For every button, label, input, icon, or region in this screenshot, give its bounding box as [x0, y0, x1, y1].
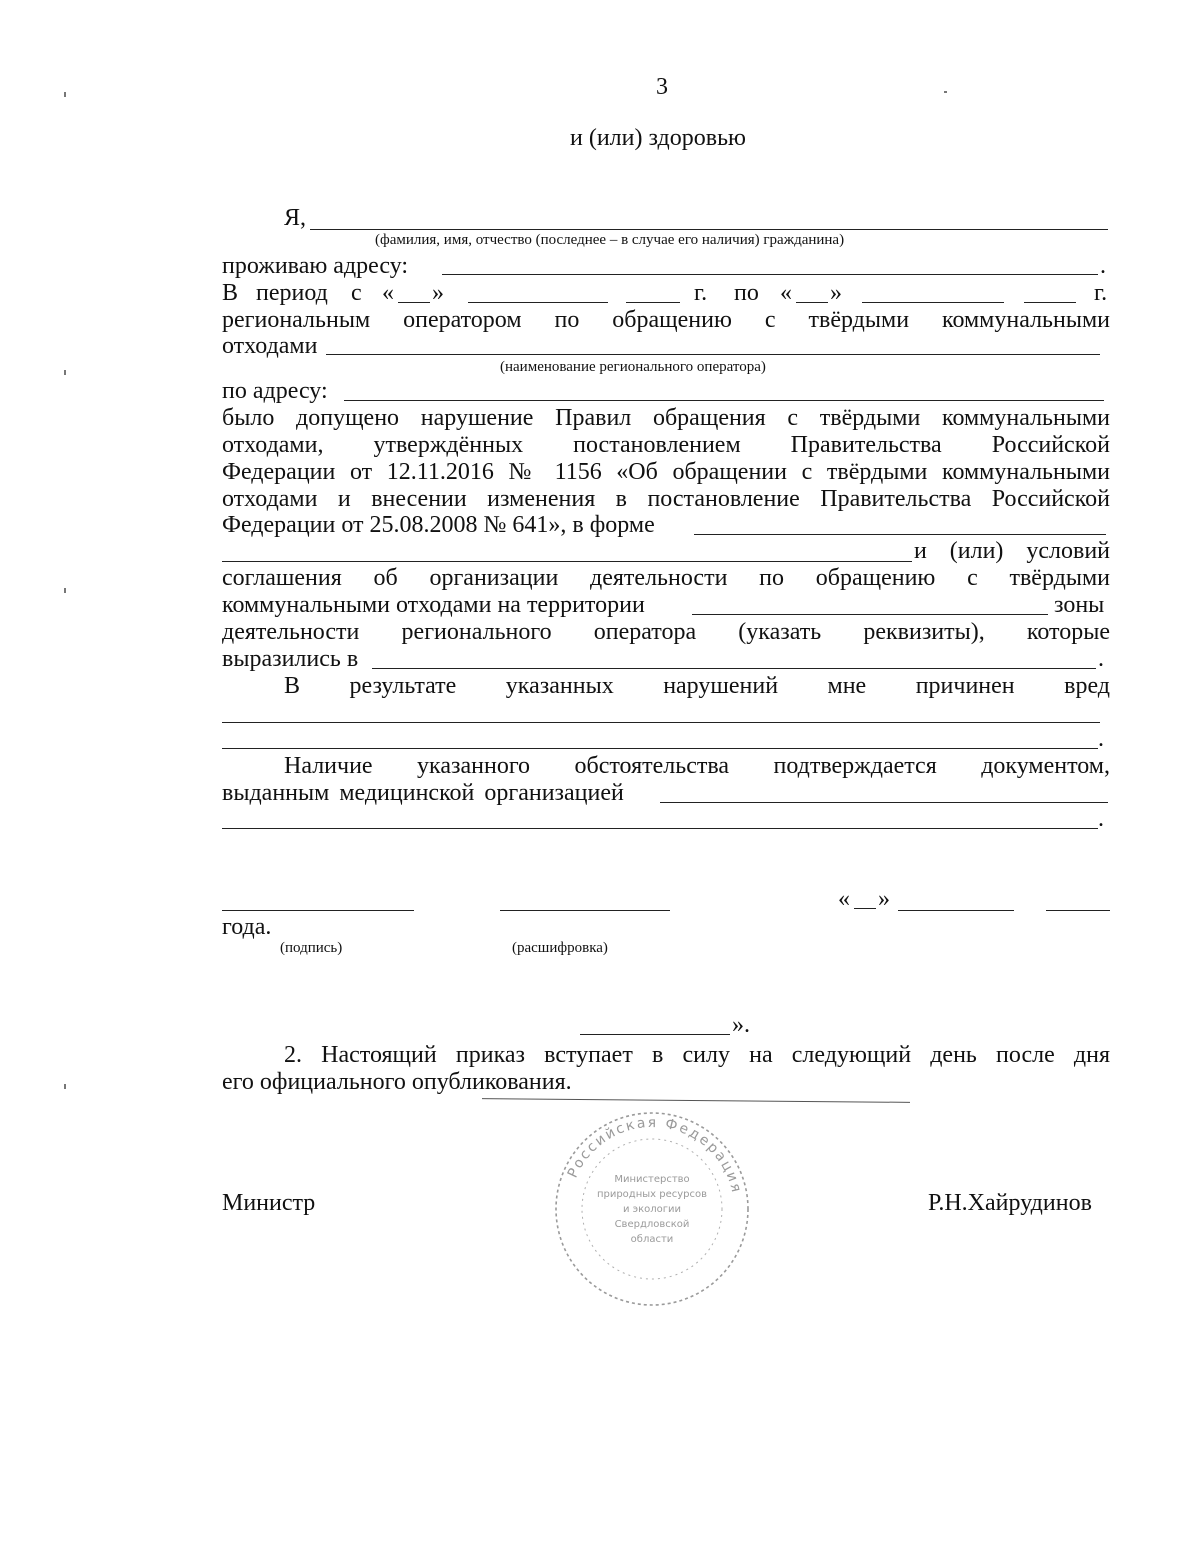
- decoding-blank[interactable]: [500, 910, 670, 911]
- seal-center-line: Министерство: [614, 1174, 690, 1185]
- harm-dot: .: [1098, 726, 1104, 752]
- period-year-2-blank[interactable]: [1024, 302, 1076, 303]
- caption-fio: (фамилия, имя, отчество (последнее – в случае его наличия) гражданина): [375, 232, 845, 248]
- signatory-position: Министр: [222, 1190, 316, 1216]
- requisites-line: деятельности регионального оператора (указать реквизиты), которые: [222, 619, 1110, 645]
- period-day-2-blank[interactable]: [796, 302, 828, 303]
- period-word-po: по: [734, 280, 759, 306]
- margin-speck: [64, 370, 66, 375]
- period-open-quote-1: «: [382, 280, 394, 306]
- date-close-quote: »: [878, 886, 890, 912]
- expressed-blank[interactable]: [372, 668, 1096, 669]
- period-year-1-blank[interactable]: [626, 302, 680, 303]
- margin-speck: [64, 92, 66, 97]
- period-word-s: с: [351, 280, 362, 306]
- period-open-quote-2: «: [780, 280, 792, 306]
- harm-blank-2[interactable]: [222, 748, 1098, 749]
- margin-speck: [944, 91, 947, 93]
- operator-name-blank[interactable]: [326, 354, 1100, 355]
- margin-speck: [64, 1084, 66, 1089]
- med-org-dot: .: [1098, 806, 1104, 832]
- operator-address-label: по адресу:: [222, 378, 328, 404]
- expressed-dot: .: [1098, 646, 1104, 672]
- period-day-1-blank[interactable]: [398, 302, 430, 303]
- violation-line-3: Федерации от 12.11.2016 № 1156 «Об обращении с твёрдыми коммунальными: [222, 459, 1110, 485]
- item2-line-2: его официального опубликования.: [222, 1069, 572, 1095]
- caption-operator: (наименование регионального оператора): [500, 359, 766, 375]
- period-year-suffix-1: г.: [694, 280, 708, 306]
- official-seal: [552, 1104, 752, 1314]
- period-close-quote-2: »: [830, 280, 842, 306]
- fio-blank[interactable]: [310, 229, 1108, 230]
- harm-line: В результате указанных нарушений мне причинен вред: [284, 673, 1110, 699]
- caption-signature: (подпись): [280, 940, 343, 956]
- date-year-blank[interactable]: [1046, 910, 1110, 911]
- signatory-name: Р.Н.Хайрудинов: [928, 1190, 1092, 1216]
- period-month-2-blank[interactable]: [862, 302, 1004, 303]
- harm-blank-1[interactable]: [222, 722, 1100, 723]
- seal-center-line: Свердловской: [614, 1219, 690, 1230]
- address-blank[interactable]: [442, 274, 1098, 275]
- form-type-cont-blank[interactable]: [222, 561, 912, 562]
- violation-line-4: отходами и внесении изменения в постановление Правительства Российской: [222, 486, 1110, 512]
- form-type-blank[interactable]: [694, 534, 1106, 535]
- form-line: Федерации от 25.08.2008 № 641», в форме: [222, 512, 655, 538]
- seal-center-line: и экологии: [622, 1204, 682, 1215]
- seal-ring-text: Российская Федерация: [564, 1114, 745, 1196]
- zone-text: зоны: [1054, 592, 1105, 618]
- seal-center-line: природных ресурсов: [596, 1189, 708, 1200]
- operator-line: региональным оператором по обращению с твёрдыми коммунальными: [222, 307, 1110, 333]
- item2-line-1: 2. Настоящий приказ вступает в силу на следующий день после дня: [284, 1042, 1110, 1068]
- caption-decoding: (расшифровка): [512, 940, 608, 956]
- date-open-quote: «: [838, 886, 850, 912]
- violation-line-1: было допущено нарушение Правил обращения с твёрдыми коммунальными: [222, 405, 1110, 431]
- signature-blank[interactable]: [222, 910, 414, 911]
- period-word: период: [256, 280, 328, 306]
- line1-prefix: Я,: [284, 205, 307, 231]
- address-label: проживаю адресу:: [222, 253, 409, 279]
- address-dot: .: [1100, 253, 1106, 279]
- expressed-label: выразились в: [222, 646, 359, 672]
- year-word: года.: [222, 914, 272, 940]
- med-org-blank[interactable]: [660, 802, 1108, 803]
- waste-label: отходами: [222, 333, 318, 359]
- period-month-1-blank[interactable]: [468, 302, 608, 303]
- publication-stroke: [482, 1098, 910, 1103]
- seal-center-line: области: [630, 1234, 674, 1245]
- period-year-suffix-2: г.: [1094, 280, 1108, 306]
- margin-speck: [64, 588, 66, 593]
- violation-line-2: отходами, утверждённых постановлением Правительства Российской: [222, 432, 1110, 458]
- heading-fragment: и (или) здоровью: [570, 125, 746, 151]
- period-close-quote-1: »: [432, 280, 444, 306]
- territory-blank[interactable]: [692, 614, 1048, 615]
- seal-graphic: [552, 1104, 752, 1314]
- date-month-blank[interactable]: [898, 910, 1014, 911]
- presence-line: Наличие указанного обстоятельства подтверждается документом,: [284, 753, 1110, 779]
- period-word-v: В: [222, 280, 239, 306]
- territory-text: коммунальными отходами на территории: [222, 592, 645, 618]
- closing-quote: ».: [732, 1012, 750, 1038]
- med-org-cont-blank[interactable]: [222, 828, 1098, 829]
- operator-address-blank[interactable]: [344, 400, 1104, 401]
- issued-label: выданным медицинской организацией: [222, 780, 624, 806]
- page-number: 3: [656, 74, 668, 100]
- conditions-text: и (или) условий: [914, 538, 1110, 564]
- closing-blank[interactable]: [580, 1034, 730, 1035]
- date-day-blank[interactable]: [854, 908, 876, 909]
- agreement-line: соглашения об организации деятельности по обращению с твёрдыми: [222, 565, 1110, 591]
